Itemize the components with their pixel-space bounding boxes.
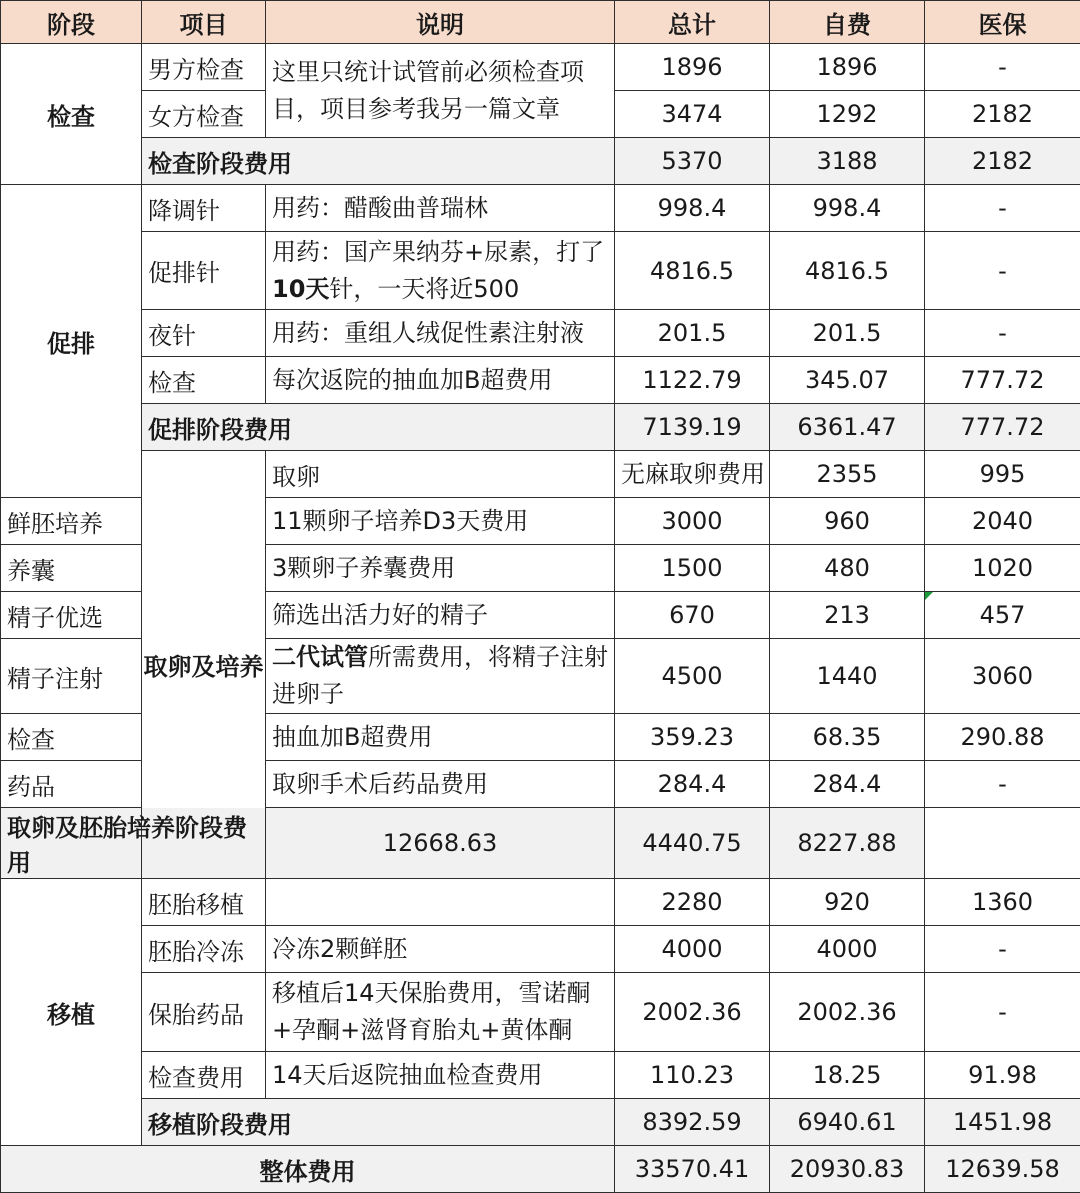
table-row [1, 879, 1080, 926]
header-insurance: 医保 [925, 1, 1080, 44]
description-cell: 14天后返院抽血检查费用 [266, 1052, 615, 1099]
item-cell: 胚胎移植 [142, 879, 266, 926]
header-row [1, 1, 1080, 44]
stage-transfer: 移植 [1, 879, 142, 1146]
subtotal-row [1, 1099, 1080, 1146]
description-cell: 抽血加B超费用 [266, 714, 615, 761]
self-pay-cell: 4000 [770, 926, 925, 973]
self-pay-cell: 2002.36 [770, 973, 925, 1052]
insurance-cell: 91.98 [925, 1052, 1080, 1099]
self-pay-cell: 1896 [770, 44, 925, 91]
description-cell [266, 232, 615, 310]
insurance-cell: - [925, 232, 1080, 310]
self-pay-cell: 3188 [770, 138, 925, 185]
description-cell: 这里只统计试管前必须检查项目，项目参考我另一篇文章 [266, 44, 615, 138]
description-cell [266, 879, 615, 926]
self-pay-cell: 920 [770, 879, 925, 926]
table-row [1, 1052, 1080, 1099]
total-cell: 12668.63 [266, 808, 615, 879]
total-cell: 1896 [615, 44, 770, 91]
total-cell: 670 [615, 592, 770, 639]
self-pay-cell: 6940.61 [770, 1099, 925, 1146]
total-cell: 201.5 [615, 310, 770, 357]
self-pay-cell: 68.35 [770, 714, 925, 761]
stage-check: 检查 [1, 44, 142, 185]
self-pay-cell: 1292 [770, 91, 925, 138]
total-cell: 33570.41 [615, 1146, 770, 1193]
total-cell: 359.23 [615, 714, 770, 761]
item-cell: 检查 [1, 714, 142, 761]
header-self-pay: 自费 [770, 1, 925, 44]
description-cell [266, 639, 615, 714]
total-cell: 4816.5 [615, 232, 770, 310]
description-text: 所需费用，将精子注射进卵子 [272, 643, 608, 708]
item-cell: 女方检查 [142, 91, 266, 138]
description-cell: 用药：醋酸曲普瑞林 [266, 185, 615, 232]
item-cell: 男方检查 [142, 44, 266, 91]
total-cell: 1500 [615, 545, 770, 592]
self-pay-cell: 284.4 [770, 761, 925, 808]
insurance-cell: 2182 [925, 91, 1080, 138]
total-cell: 2280 [615, 879, 770, 926]
self-pay-cell: 20930.83 [770, 1146, 925, 1193]
item-cell: 检查 [142, 357, 266, 404]
item-cell: 检查费用 [142, 1052, 266, 1099]
header-description: 说明 [266, 1, 615, 44]
item-cell: 鲜胚培养 [1, 498, 142, 545]
self-pay-cell: 480 [770, 545, 925, 592]
self-pay-cell: 4816.5 [770, 232, 925, 310]
insurance-cell: 2182 [925, 138, 1080, 185]
description-cell: 每次返院的抽血加B超费用 [266, 357, 615, 404]
insurance-cell [925, 592, 1080, 639]
cell-comment-marker [925, 592, 933, 600]
table-row [1, 926, 1080, 973]
description-cell: 冷冻2颗鲜胚 [266, 926, 615, 973]
total-cell: 998.4 [615, 185, 770, 232]
subtotal-row [1, 138, 1080, 185]
table-row [1, 451, 1080, 498]
stage-promote: 促排 [1, 185, 142, 498]
insurance-cell: 777.72 [925, 404, 1080, 451]
table-row [1, 232, 1080, 310]
self-pay-cell: 998.4 [770, 185, 925, 232]
insurance-cell: - [925, 926, 1080, 973]
subtotal-row [1, 404, 1080, 451]
insurance-cell: 3060 [925, 639, 1080, 714]
insurance-cell: - [925, 761, 1080, 808]
insurance-cell: 1020 [925, 545, 1080, 592]
description-cell: 移植后14天保胎费用，雪诺酮+孕酮+滋肾育胎丸+黄体酮 [266, 973, 615, 1052]
total-cell: 4500 [615, 639, 770, 714]
self-pay-cell: 995 [925, 451, 1080, 498]
self-pay-cell: 4440.75 [615, 808, 770, 879]
self-pay-cell: 18.25 [770, 1052, 925, 1099]
item-cell: 精子优选 [1, 592, 142, 639]
self-pay-cell: 213 [770, 592, 925, 639]
insurance-cell: 8227.88 [770, 808, 925, 879]
self-pay-cell: 6361.47 [770, 404, 925, 451]
insurance-cell: 1360 [925, 879, 1080, 926]
total-cell: 2355 [770, 451, 925, 498]
description-text: 用药：国产果纳芬+尿素，打了 [272, 238, 604, 266]
description-cell: 3颗卵子养囊费用 [266, 545, 615, 592]
insurance-cell: 777.72 [925, 357, 1080, 404]
header-item: 项目 [142, 1, 266, 44]
item-cell: 药品 [1, 761, 142, 808]
total-cell: 2002.36 [615, 973, 770, 1052]
description-cell: 无麻取卵费用 [615, 451, 770, 498]
self-pay-cell: 345.07 [770, 357, 925, 404]
total-cell: 3474 [615, 91, 770, 138]
item-cell: 降调针 [142, 185, 266, 232]
item-cell: 胚胎冷冻 [142, 926, 266, 973]
grand-total-row [1, 1146, 1080, 1193]
total-cell: 1122.79 [615, 357, 770, 404]
insurance-value: 457 [980, 601, 1026, 629]
header-stage: 阶段 [1, 1, 142, 44]
description-text: 针，一天将近500 [329, 275, 519, 303]
insurance-cell: 290.88 [925, 714, 1080, 761]
total-cell: 4000 [615, 926, 770, 973]
table-row [1, 185, 1080, 232]
subtotal-label: 促排阶段费用 [142, 404, 615, 451]
table-row [1, 973, 1080, 1052]
total-cell: 3000 [615, 498, 770, 545]
total-cell: 284.4 [615, 761, 770, 808]
total-cell: 5370 [615, 138, 770, 185]
self-pay-cell: 201.5 [770, 310, 925, 357]
table-row [1, 44, 1080, 91]
table-row [1, 357, 1080, 404]
header-total: 总计 [615, 1, 770, 44]
insurance-cell: - [925, 185, 1080, 232]
subtotal-label: 移植阶段费用 [142, 1099, 615, 1146]
item-cell: 养囊 [1, 545, 142, 592]
description-emphasis: 二代试管 [272, 643, 368, 671]
subtotal-row [1, 808, 1080, 879]
insurance-cell: 1451.98 [925, 1099, 1080, 1146]
insurance-cell: 12639.58 [925, 1146, 1080, 1193]
description-cell: 取卵手术后药品费用 [266, 761, 615, 808]
insurance-cell: - [925, 310, 1080, 357]
stage-retrieval: 取卵及培养 [142, 451, 266, 879]
item-cell: 精子注射 [1, 639, 142, 714]
insurance-cell: 2040 [925, 498, 1080, 545]
self-pay-cell: 1440 [770, 639, 925, 714]
description-cell: 11颗卵子培养D3天费用 [266, 498, 615, 545]
item-cell: 取卵 [266, 451, 615, 498]
item-cell: 促排针 [142, 232, 266, 310]
self-pay-cell: 960 [770, 498, 925, 545]
subtotal-label: 检查阶段费用 [142, 138, 615, 185]
insurance-cell: - [925, 44, 1080, 91]
grand-total-label: 整体费用 [1, 1146, 615, 1193]
description-cell: 筛选出活力好的精子 [266, 592, 615, 639]
description-cell: 用药：重组人绒促性素注射液 [266, 310, 615, 357]
insurance-cell: - [925, 973, 1080, 1052]
subtotal-label: 取卵及胚胎培养阶段费用 [1, 808, 266, 879]
total-cell: 110.23 [615, 1052, 770, 1099]
item-cell: 保胎药品 [142, 973, 266, 1052]
total-cell: 7139.19 [615, 404, 770, 451]
total-cell: 8392.59 [615, 1099, 770, 1146]
description-emphasis: 10天 [272, 275, 329, 303]
item-cell: 夜针 [142, 310, 266, 357]
table-row [1, 310, 1080, 357]
